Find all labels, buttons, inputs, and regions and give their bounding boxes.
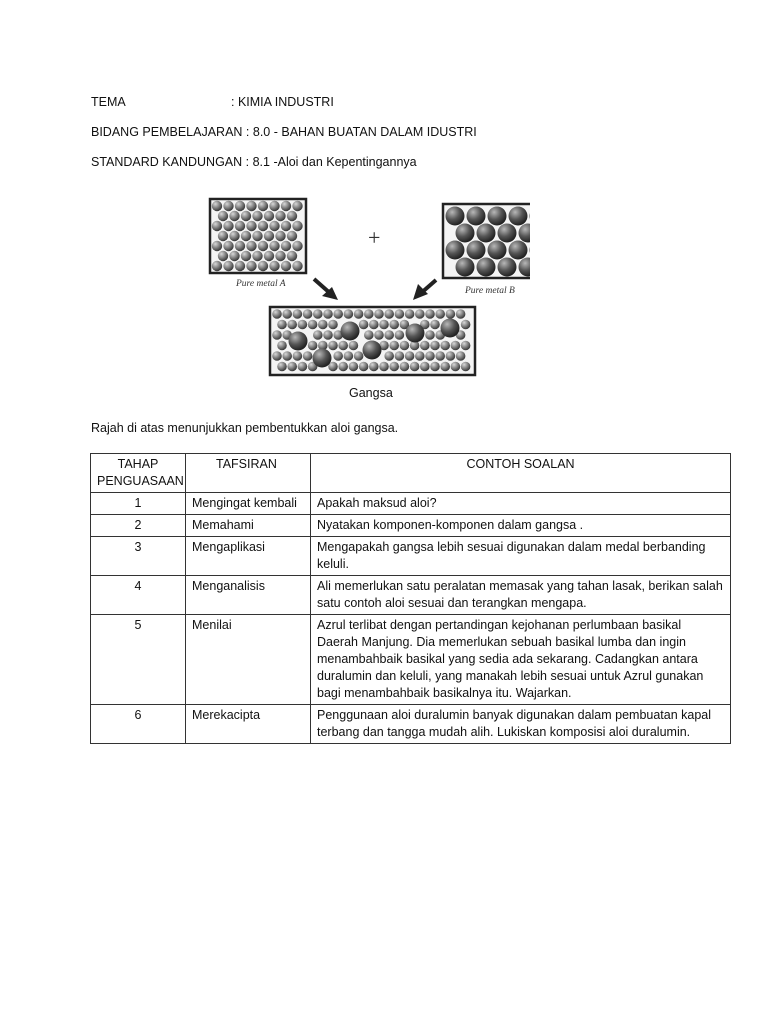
atom	[389, 362, 399, 372]
atom	[435, 309, 445, 319]
atom	[349, 362, 359, 372]
atom	[246, 261, 256, 271]
atom	[258, 221, 268, 231]
atom	[406, 324, 425, 343]
atom	[456, 309, 466, 319]
atom	[264, 251, 274, 261]
atom	[374, 330, 384, 340]
tafsiran-cell: Mengaplikasi	[186, 537, 311, 576]
atom	[246, 201, 256, 211]
atom	[344, 351, 354, 361]
atom	[509, 207, 528, 226]
standard-value: : 8.1 -Aloi dan Kepentingannya	[245, 155, 417, 169]
atom	[275, 251, 285, 261]
atom	[400, 341, 410, 351]
atom	[323, 309, 333, 319]
atom	[389, 320, 399, 330]
standard-line	[91, 155, 417, 169]
atom	[318, 320, 328, 330]
standard-label: STANDARD KANDUNGAN	[91, 155, 243, 169]
atom	[435, 351, 445, 361]
atom	[341, 322, 360, 341]
atom	[212, 201, 222, 211]
atom	[328, 320, 338, 330]
atom	[446, 351, 456, 361]
atom	[293, 351, 303, 361]
atom	[405, 351, 415, 361]
tafsiran-cell: Memahami	[186, 515, 311, 537]
atom	[241, 251, 251, 261]
bidang-line	[91, 125, 477, 139]
pure-metal-a-label: Pure metal A	[236, 279, 286, 289]
level-cell: 6	[91, 705, 186, 744]
atom	[281, 261, 291, 271]
atom	[410, 362, 420, 372]
header-tafsiran: TAFSIRAN	[186, 454, 311, 493]
atom	[456, 258, 475, 277]
atom	[328, 341, 338, 351]
atom	[287, 362, 297, 372]
atom	[269, 201, 279, 211]
atom	[277, 362, 287, 372]
soalan-cell: Mengapakah gangsa lebih sesuai digunakan dalam medal berbanding keluli.	[311, 537, 731, 576]
atom	[395, 309, 405, 319]
atom	[272, 351, 282, 361]
atom	[235, 221, 245, 231]
atom	[446, 207, 465, 226]
atom	[477, 258, 496, 277]
assessment-table	[90, 453, 731, 744]
atom	[374, 309, 384, 319]
atom	[323, 330, 333, 340]
atom	[275, 231, 285, 241]
atom	[441, 319, 460, 338]
atom	[477, 224, 496, 243]
atom	[364, 309, 374, 319]
soalan-cell: Penggunaan aloi duralumin banyak digunakan dalam pembuatan kapal terbang dan tangga mudah alih. Lukiskan komposisi aloi duralumin.	[311, 705, 731, 744]
tema-line	[91, 95, 334, 109]
header-contoh-soalan: CONTOH SOALAN	[311, 454, 731, 493]
atom	[277, 320, 287, 330]
level-cell: 4	[91, 576, 186, 615]
atom	[451, 362, 461, 372]
atom	[425, 351, 435, 361]
atom	[241, 231, 251, 241]
atom	[313, 330, 323, 340]
table-row	[91, 493, 731, 515]
pure-metal-a-box	[210, 199, 306, 273]
atom	[246, 221, 256, 231]
atom	[308, 320, 318, 330]
atom	[451, 341, 461, 351]
alloy-box	[270, 307, 475, 375]
atom	[252, 211, 262, 221]
atom	[272, 309, 282, 319]
atom	[369, 362, 379, 372]
atom	[488, 241, 507, 260]
atom	[384, 351, 394, 361]
atom	[354, 309, 364, 319]
atom	[446, 309, 456, 319]
atom	[275, 211, 285, 221]
atom	[258, 201, 268, 211]
soalan-cell: Ali memerlukan satu peralatan memasak yang tahan lasak, berikan salah satu contoh aloi sesuai dan terangkan mengapa.	[311, 576, 731, 615]
atom	[252, 251, 262, 261]
atom	[282, 351, 292, 361]
atom	[430, 320, 440, 330]
atom	[281, 221, 291, 231]
atom	[223, 261, 233, 271]
atom	[395, 351, 405, 361]
atom	[446, 241, 465, 260]
atom	[420, 362, 430, 372]
alloy-figure	[200, 193, 530, 388]
table-row	[91, 615, 731, 705]
atom	[229, 251, 239, 261]
atom	[289, 332, 308, 351]
atom	[363, 341, 382, 360]
atom	[218, 251, 228, 261]
atom	[264, 211, 274, 221]
atom	[456, 351, 466, 361]
table-row	[91, 576, 731, 615]
atom	[333, 351, 343, 361]
header-tahap: TAHAP PENGUASAAN	[91, 454, 186, 493]
atom	[303, 309, 313, 319]
atom	[292, 261, 302, 271]
atom	[461, 362, 471, 372]
atom	[264, 231, 274, 241]
atom	[223, 201, 233, 211]
atom	[349, 341, 359, 351]
atom	[379, 362, 389, 372]
atom	[292, 241, 302, 251]
atom	[212, 241, 222, 251]
atom	[440, 341, 450, 351]
atom	[338, 362, 348, 372]
atom	[298, 362, 308, 372]
atom	[461, 320, 471, 330]
figure-caption: Gangsa	[349, 386, 393, 400]
atom	[223, 221, 233, 231]
atom	[415, 309, 425, 319]
atom	[498, 224, 517, 243]
atom	[405, 309, 415, 319]
atom	[281, 201, 291, 211]
atom	[235, 201, 245, 211]
pure-metal-b-label: Pure metal B	[465, 286, 515, 296]
soalan-cell: Nyatakan komponen-komponen dalam gangsa .	[311, 515, 731, 537]
intro-text: Rajah di atas menunjukkan pembentukkan aloi gangsa.	[91, 421, 399, 435]
atom	[379, 320, 389, 330]
table-header-row	[91, 454, 731, 493]
atom	[229, 211, 239, 221]
level-cell: 5	[91, 615, 186, 705]
atom	[344, 309, 354, 319]
atom	[282, 309, 292, 319]
atom	[258, 241, 268, 251]
tafsiran-cell: Menganalisis	[186, 576, 311, 615]
table-row	[91, 537, 731, 576]
atom	[292, 221, 302, 231]
atom	[269, 261, 279, 271]
atom	[298, 320, 308, 330]
atom	[277, 341, 287, 351]
atom	[313, 309, 323, 319]
atom	[415, 351, 425, 361]
atom	[223, 241, 233, 251]
atom	[218, 211, 228, 221]
atom	[420, 341, 430, 351]
atom	[313, 349, 332, 368]
atom	[400, 362, 410, 372]
atom	[269, 241, 279, 251]
atom	[287, 251, 297, 261]
atom	[440, 362, 450, 372]
atom	[287, 320, 297, 330]
level-cell: 1	[91, 493, 186, 515]
atom	[364, 330, 374, 340]
atom	[384, 330, 394, 340]
atom	[292, 201, 302, 211]
atom	[308, 341, 318, 351]
atom	[498, 258, 517, 277]
tafsiran-cell: Merekacipta	[186, 705, 311, 744]
table-row	[91, 515, 731, 537]
tema-label: TEMA	[91, 95, 126, 109]
soalan-cell: Azrul terlibat dengan pertandingan kejohanan perlumbaan basikal Daerah Manjung. Dia memerlukan sebuah basikal lumba dan ingin menambahbaik basikal yang sedia ada sekarang. Cadangkan antara duralumin dan keluli, yang manakah lebih sesuai untuk Azrul gunakan bagi menambahbaik basikalnya itu. Wajarkan.	[311, 615, 731, 705]
arrow-right-icon	[413, 280, 436, 300]
atom	[287, 231, 297, 241]
atom	[389, 341, 399, 351]
atom	[461, 341, 471, 351]
pure-metal-b-box	[443, 204, 530, 278]
atom	[395, 330, 405, 340]
atom	[338, 341, 348, 351]
atom	[218, 231, 228, 241]
atom	[333, 309, 343, 319]
atom	[235, 261, 245, 271]
atom	[359, 362, 369, 372]
soalan-cell: Apakah maksud aloi?	[311, 493, 731, 515]
atom	[425, 330, 435, 340]
atom	[425, 309, 435, 319]
atom	[430, 341, 440, 351]
atom	[269, 221, 279, 231]
bidang-value: : 8.0 - BAHAN BUATAN DALAM IDUSTRI	[245, 125, 477, 139]
bidang-label: BIDANG PEMBELAJARAN	[91, 125, 243, 139]
plus-sign: +	[368, 225, 381, 250]
tafsiran-cell: Menilai	[186, 615, 311, 705]
atom	[229, 231, 239, 241]
atom	[241, 211, 251, 221]
atom	[293, 309, 303, 319]
atom	[467, 241, 486, 260]
atom	[235, 241, 245, 251]
tafsiran-cell: Mengingat kembali	[186, 493, 311, 515]
atom	[430, 362, 440, 372]
atom	[287, 211, 297, 221]
atom	[359, 320, 369, 330]
atom	[369, 320, 379, 330]
atom	[467, 207, 486, 226]
level-cell: 2	[91, 515, 186, 537]
atom	[456, 224, 475, 243]
atom	[212, 221, 222, 231]
tema-value: : KIMIA INDUSTRI	[231, 95, 334, 109]
atom	[258, 261, 268, 271]
atom	[281, 241, 291, 251]
arrow-left-icon	[314, 279, 338, 300]
atom	[212, 261, 222, 271]
atom	[384, 309, 394, 319]
atom	[246, 241, 256, 251]
atom	[354, 351, 364, 361]
table-row	[91, 705, 731, 744]
level-cell: 3	[91, 537, 186, 576]
atom	[303, 351, 313, 361]
atom	[509, 241, 528, 260]
atom	[272, 330, 282, 340]
atom	[488, 207, 507, 226]
atom	[252, 231, 262, 241]
